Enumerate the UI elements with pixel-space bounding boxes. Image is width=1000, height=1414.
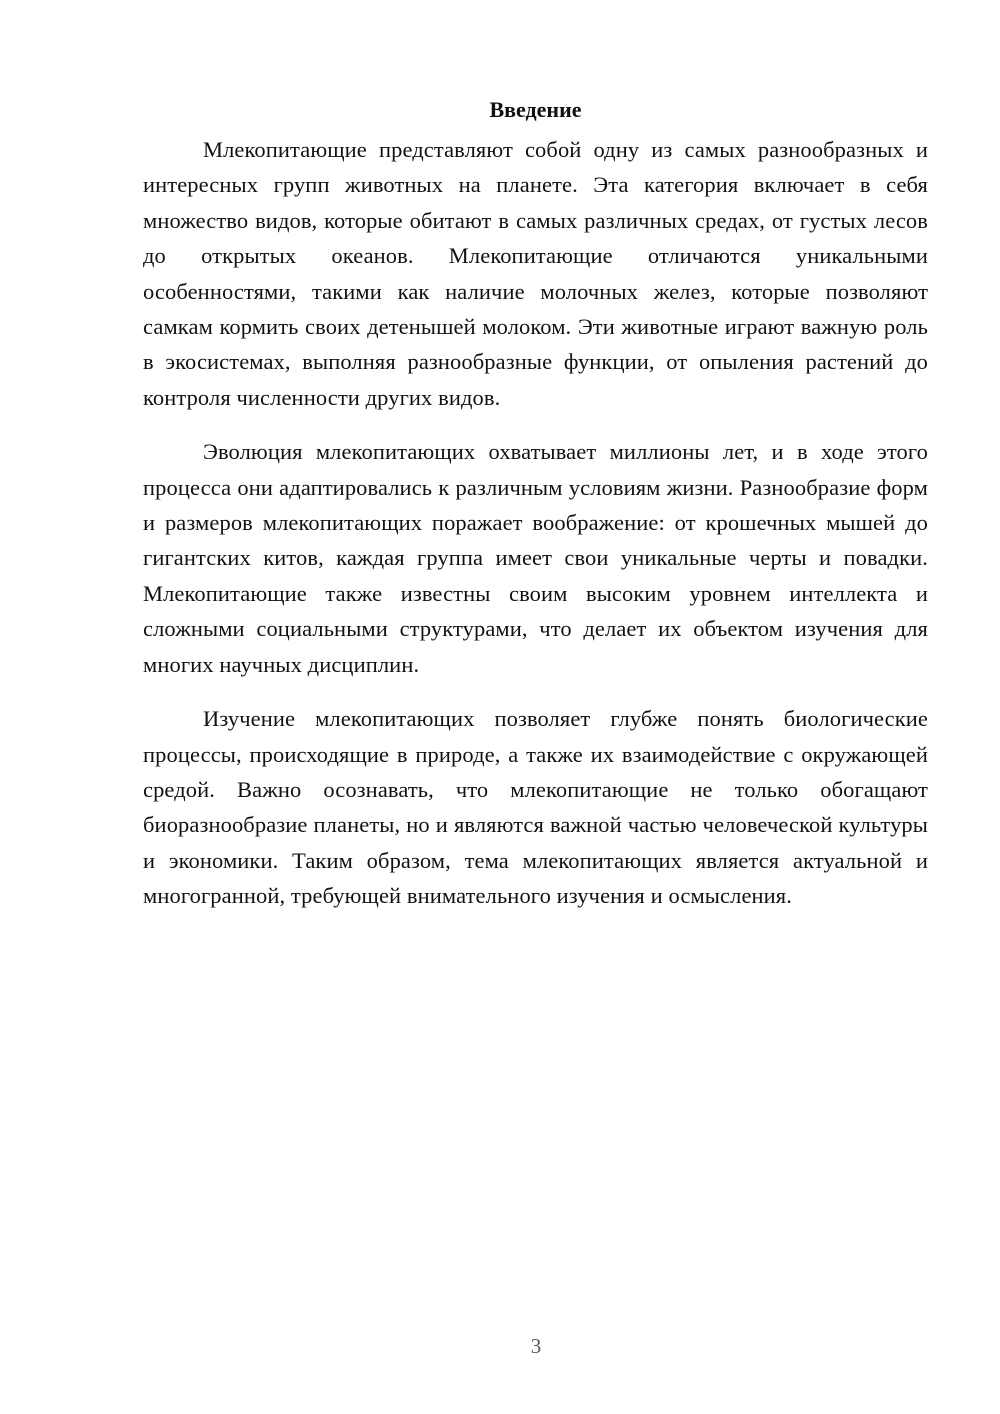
intro-paragraph-2: Эволюция млекопитающих охватывает миллионы лет, и в ходе этого процесса они адаптировались к различным условиям жизни. Разнообразие форм и размеров млекопитающих поражает воображение: от крошечных мышей до гигантских китов, каждая группа имеет свои уникальные черты и повадки. Млекопитающие также известны своим высоким уровнем интеллекта и сложными социальными структурами, что делает их объектом изучения для многих научных дисциплин. <box>143 439 928 677</box>
page-content <box>143 92 928 914</box>
page-number: 3 <box>530 1334 542 1358</box>
intro-paragraph-3: Изучение млекопитающих позволяет глубже понять биологические процессы, происходящие в природе, а также их взаимодействие с окружающей средой. Важно осознавать, что млекопитающие не только обогащают биоразнообразие планеты, но и являются важной частью человеческой культуры и экономики. Таким образом, тема млекопитающих является актуальной и многогранной, требующей внимательного изучения и осмысления. <box>143 706 928 909</box>
section-title: Введение <box>489 97 582 122</box>
intro-paragraph-1: Млекопитающие представляют собой одну из самых разнообразных и интересных групп животных на планете. Эта категория включает в себя множество видов, которые обитают в самых различных средах, от густых лесов до открытых океанов. Млекопитающие отличаются уникальными особенностями, такими как наличие молочных желез, которые позволяют самкам кормить своих детенышей молоком. Эти животные играют важную роль в экосистемах, выполняя разнообразные функции, от опыления растений до контроля численности других видов. <box>143 137 928 410</box>
